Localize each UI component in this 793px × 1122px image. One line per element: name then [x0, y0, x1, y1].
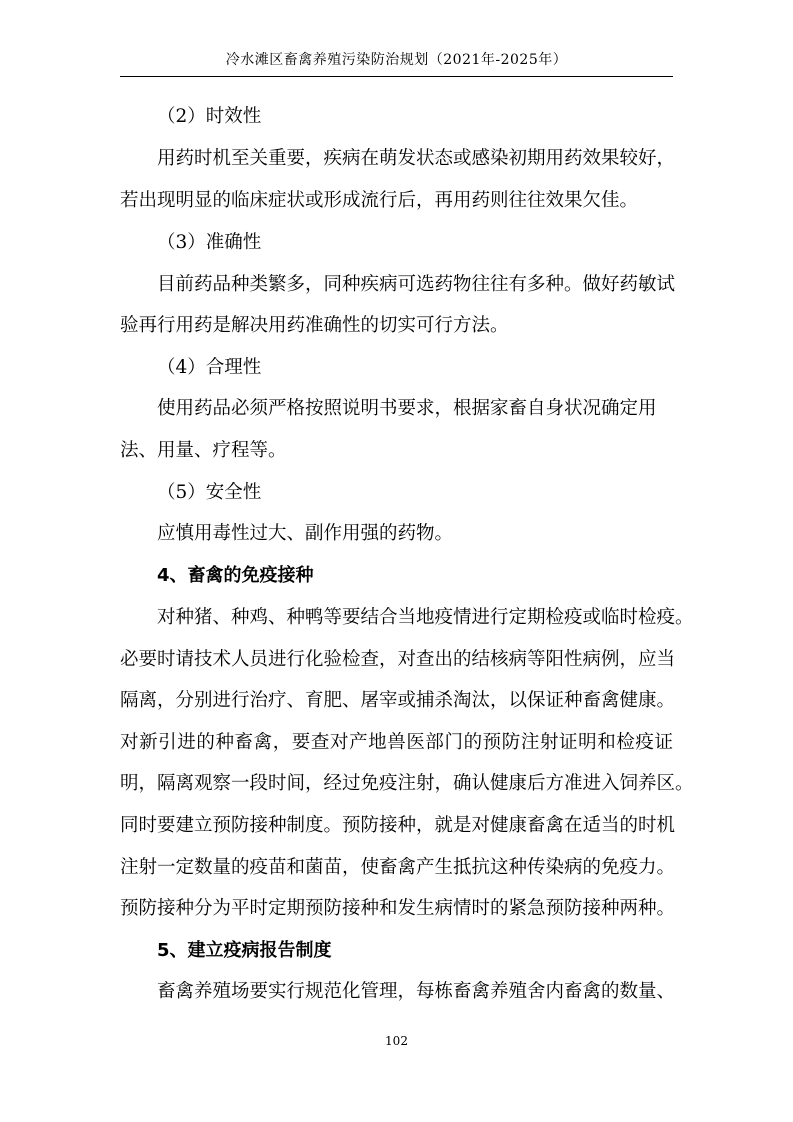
paragraph-line: 同时要建立预防接种制度。预防接种，就是对健康畜禽在适当的时机	[120, 815, 676, 836]
paragraph-line: 验再行用药是解决用药准确性的切实可行方法。	[120, 315, 509, 336]
paragraph-line: 对新引进的种畜禽，要查对产地兽医部门的预防注射证明和检疫证	[120, 732, 673, 753]
running-header: 冷水滩区畜禽养殖污染防治规划（2021年-2025年）	[225, 52, 568, 68]
paragraph-line: 法、用量、疗程等。	[120, 440, 287, 461]
page-number: 102	[385, 1034, 408, 1048]
paragraph-line: 用药时机至关重要，疾病在萌发状态或感染初期用药效果较好，	[157, 148, 676, 169]
paragraph-line: 明，隔离观察一段时间，经过免疫注射，确认健康后方准进入饲养区。	[120, 773, 694, 794]
paragraph-line: 目前药品种类繁多，同种疾病可选药物往往有多种。做好药敏试	[157, 274, 676, 295]
paragraph-line: 应慎用毒性过大、副作用强的药物。	[157, 523, 454, 544]
subheading-timeliness: （2）时效性	[157, 106, 262, 127]
paragraph-line: 必要时请技术人员进行化验检查，对查出的结核病等阳性病例，应当	[120, 649, 676, 670]
paragraph-line: 隔离，分别进行治疗、育肥、屠宰或捕杀淘汰，以保证种畜禽健康。	[120, 690, 676, 711]
section-heading-immunization: 4、畜禽的免疫接种	[157, 565, 314, 586]
header-rule	[120, 76, 673, 77]
section-heading-disease-report: 5、建立疫病报告制度	[157, 940, 332, 961]
paragraph-line: 使用药品必须严格按照说明书要求，根据家畜自身状况确定用	[157, 398, 657, 419]
paragraph-line: 对种猪、种鸡、种鸭等要结合当地疫情进行定期检疫或临时检疫。	[157, 607, 694, 628]
subheading-rationality: （4）合理性	[157, 357, 262, 378]
paragraph-line: 预防接种分为平时定期预防接种和发生病情时的紧急预防接种两种。	[120, 898, 676, 919]
paragraph-line: 若出现明显的临床症状或形成流行后，再用药则往往效果欠佳。	[120, 190, 639, 211]
subheading-accuracy: （3）准确性	[157, 232, 262, 253]
subheading-safety: （5）安全性	[157, 482, 262, 503]
paragraph-line: 注射一定数量的疫苗和菌苗，使畜禽产生抵抗这种传染病的免疫力。	[120, 857, 676, 878]
paragraph-line: 畜禽养殖场要实行规范化管理，每栋畜禽养殖舍内畜禽的数量、	[157, 981, 676, 1002]
